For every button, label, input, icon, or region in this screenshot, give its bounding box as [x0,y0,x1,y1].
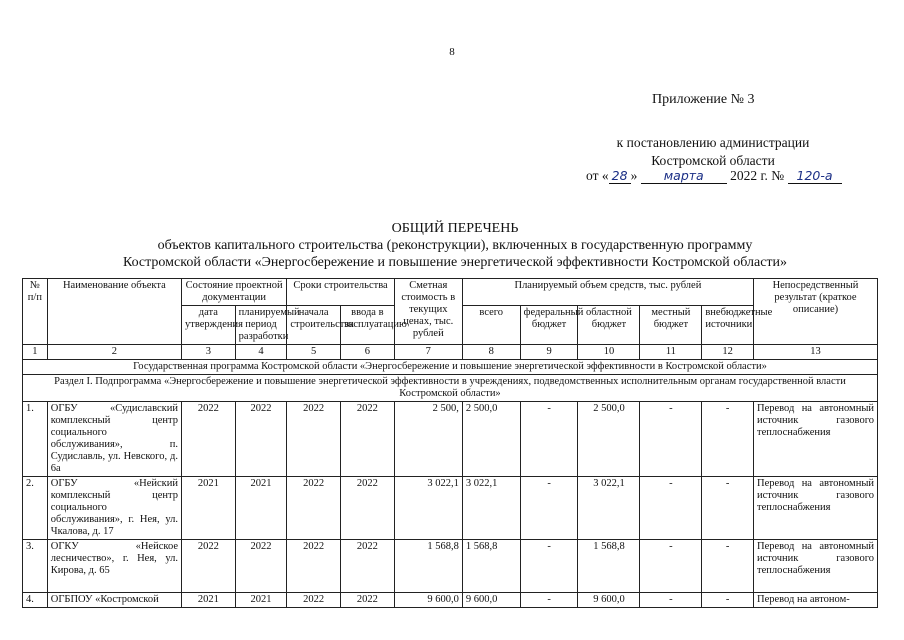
appendix-line-1: к постановлению администрации [616,135,810,150]
appendix-line-2: Костромской области [651,153,775,168]
row-federal: - [520,540,578,593]
row-regional: 9 600,0 [578,593,640,608]
row-name: ОГБПОУ «Костромской [47,593,181,608]
row-local: - [640,593,702,608]
objects-table [22,278,878,608]
row-planned: 2021 [235,593,287,608]
header-extra: внебюджетные источники [702,306,754,345]
row-total: 9 600,0 [462,593,520,608]
row-result: Перевод на автоном- [754,593,878,608]
header-name: Наименование объекта [47,279,181,345]
row-planned: 2021 [235,477,287,540]
row-extra: - [702,593,754,608]
header-doc-state: Состояние проектной документации [181,279,286,306]
heading-title: ОБЩИЙ ПЕРЕЧЕНЬ [391,221,519,236]
column-numbers-row [23,345,878,360]
row-federal: - [520,593,578,608]
date-year: 2022 г. № [730,168,785,183]
column-number: 2 [47,345,181,360]
appendix-date-line [586,168,842,184]
header-doc-approval: дата утверждения [181,306,235,345]
row-local: - [640,477,702,540]
column-number: 12 [702,345,754,360]
date-prefix: от « [586,168,609,183]
row-num: 4. [23,593,48,608]
header-doc-planned: планируемый период разработки [235,306,287,345]
row-total: 3 022,1 [462,477,520,540]
row-start: 2022 [287,593,341,608]
table-row [23,477,878,540]
row-regional: 3 022,1 [578,477,640,540]
row-regional: 2 500,0 [578,402,640,477]
row-num: 2. [23,477,48,540]
header-estimate: Сметная стоимость в текущих ценах, тыс. рублей [394,279,462,345]
row-name: ОГБУ «Нейский комплексный центр социального обслуживания», г. Нея, ул. Чкалова, д. 17 [47,477,181,540]
program-title: Государственная программа Костромской области «Энергосбережение и повышение энергетической эффективности в Костромской области» [23,360,878,375]
row-regional: 1 568,8 [578,540,640,593]
column-number: 10 [578,345,640,360]
section-title: Раздел I. Подпрограмма «Энергосбережение и повышение энергетической эффективности в учреждениях, подведомственных исполнительным органам государственной власти Костромской области» [23,375,878,402]
header-federal: федеральный бюджет [520,306,578,345]
header-funds: Планируемый объем средств, тыс. рублей [462,279,753,306]
row-approval: 2021 [181,477,235,540]
appendix-title: Приложение № 3 [652,92,755,107]
row-start: 2022 [287,540,341,593]
row-commission: 2022 [341,477,395,540]
header-term-start: начала строительства [287,306,341,345]
table-row [23,593,878,608]
row-commission: 2022 [341,593,395,608]
row-result: Перевод на автономный источник газового теплоснабжения [754,402,878,477]
row-approval: 2021 [181,593,235,608]
column-number: 1 [23,345,48,360]
column-number: 7 [394,345,462,360]
row-approval: 2022 [181,540,235,593]
column-number: 9 [520,345,578,360]
row-commission: 2022 [341,402,395,477]
header-term-commission: ввода в эксплуатацию [341,306,395,345]
row-result: Перевод на автономный источник газового теплоснабжения [754,477,878,540]
row-start: 2022 [287,477,341,540]
appendix-basis [598,134,828,170]
row-estimate: 9 600,0 [394,593,462,608]
heading-subtitle-1: объектов капитального строительства (реконструкции), включенных в государственную программу [157,238,753,253]
row-planned: 2022 [235,402,287,477]
row-federal: - [520,402,578,477]
handwritten-number: 120-а [788,168,842,184]
column-number: 11 [640,345,702,360]
row-estimate: 1 568,8 [394,540,462,593]
row-num: 1. [23,402,48,477]
row-name: ОГБУ «Судиславский комплексный центр социального обслуживания», п. Судиславль, ул. Невского, д. 6а [47,402,181,477]
row-result: Перевод на автономный источник газового теплоснабжения [754,540,878,593]
header-row-1 [23,279,878,306]
row-estimate: 2 500, [394,402,462,477]
column-number: 3 [181,345,235,360]
row-num: 3. [23,540,48,593]
row-local: - [640,540,702,593]
row-estimate: 3 022,1 [394,477,462,540]
row-extra: - [702,540,754,593]
header-total: всего [462,306,520,345]
table-row [23,402,878,477]
row-local: - [640,402,702,477]
document-heading [60,220,850,271]
row-approval: 2022 [181,402,235,477]
row-planned: 2022 [235,540,287,593]
page-number: 8 [449,46,455,58]
column-number: 5 [287,345,341,360]
row-extra: - [702,402,754,477]
heading-subtitle-2: Костромской области «Энергосбережение и повышение энергетической эффективности Костромской области» [122,255,788,270]
header-num: № п/п [23,279,48,345]
row-total: 1 568,8 [462,540,520,593]
column-number: 6 [341,345,395,360]
header-local: местный бюджет [640,306,702,345]
header-terms: Сроки строительства [287,279,394,306]
section-row [23,375,878,402]
date-mid: » [630,168,638,183]
header-result: Непосредственный результат (краткое описание) [754,279,878,345]
handwritten-month: марта [641,168,727,184]
table-row [23,540,878,593]
program-row [23,360,878,375]
row-start: 2022 [287,402,341,477]
row-total: 2 500,0 [462,402,520,477]
row-commission: 2022 [341,540,395,593]
row-federal: - [520,477,578,540]
column-number: 8 [462,345,520,360]
row-name: ОГКУ «Нейское лесничество», г. Нея, ул. Кирова, д. 65 [47,540,181,593]
header-regional: областной бюджет [578,306,640,345]
column-number: 13 [754,345,878,360]
column-number: 4 [235,345,287,360]
row-extra: - [702,477,754,540]
handwritten-day: 28 [609,168,631,184]
